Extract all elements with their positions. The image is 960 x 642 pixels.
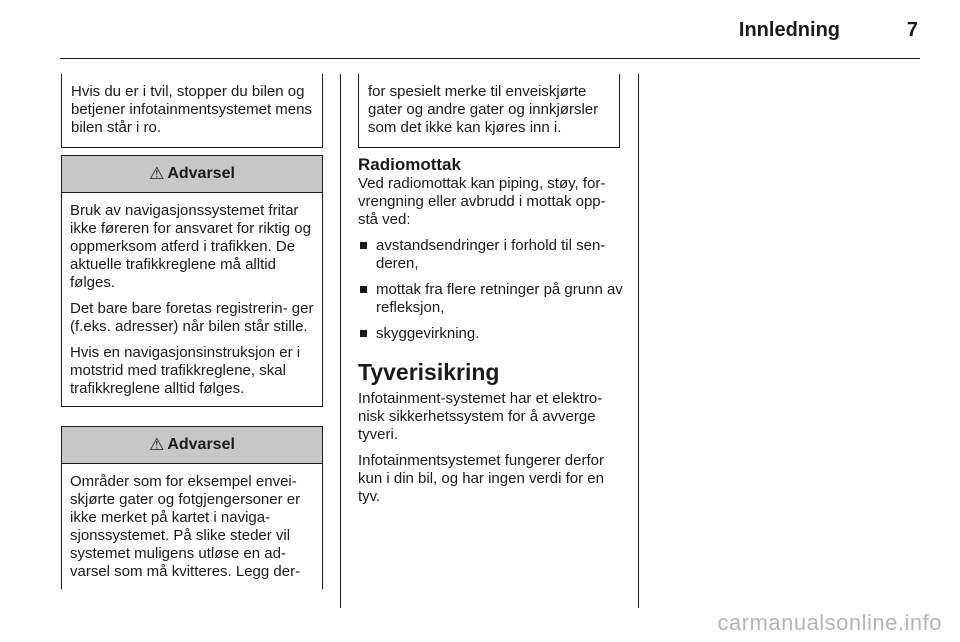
site-watermark: carmanualsonline.info bbox=[717, 610, 942, 635]
warning-body bbox=[62, 464, 322, 589]
section-radio bbox=[358, 156, 624, 343]
warning-box-map bbox=[61, 426, 323, 589]
section-paragraph: Infotainmentsystemet fungerer derfor kun i din bil, og har ingen verdi for en tyv. bbox=[358, 452, 604, 505]
list-item: avstandsendringer i forhold til sen- deren, bbox=[358, 237, 624, 273]
list-item: skyggevirkning. bbox=[358, 325, 624, 343]
bullet-list bbox=[358, 237, 624, 343]
section-theft bbox=[358, 359, 624, 506]
continued-warning-box bbox=[358, 74, 620, 148]
warning-triangle-icon: ⚠ bbox=[149, 435, 165, 454]
column-divider-right bbox=[638, 74, 639, 608]
header-divider bbox=[60, 58, 920, 59]
warning-paragraph: Områder som for eksempel envei- skjørte gater og fotgjengersoner er ikke merket på kartet i naviga- sjonssystemet. På slike steder vil systemet muligens utløse en ad- varsel som må kvitteres. Legg der- bbox=[70, 473, 301, 580]
warning-triangle-icon: ⚠ bbox=[149, 164, 165, 183]
warning-paragraph: Hvis en navigasjonsinstruksjon er i motstrid med trafikkreglene, skal trafikkreglene alltid følges. bbox=[70, 344, 301, 397]
column-divider-left bbox=[340, 74, 341, 608]
warning-title: Advarsel bbox=[167, 165, 235, 182]
warning-paragraph: Det bare bare foretas registrerin- ger (f.eks. adresser) når bilen står stille. bbox=[70, 300, 314, 335]
page-number: 7 bbox=[906, 19, 918, 41]
warning-header bbox=[62, 156, 322, 193]
right-column-content bbox=[358, 156, 624, 514]
continued-note-box bbox=[61, 74, 323, 148]
list-item: mottak fra flere retninger på grunn av refleksjon, bbox=[358, 281, 624, 317]
warning-header bbox=[62, 427, 322, 464]
page-title: Innledning bbox=[738, 19, 840, 41]
continued-note-text: Hvis du er i tvil, stopper du bilen og betjener infotainmentsystemet mens bilen står i ro. bbox=[71, 83, 312, 136]
warning-title: Advarsel bbox=[167, 436, 235, 453]
section-heading-theft: Tyverisikring bbox=[358, 359, 500, 385]
section-heading-radio: Radiomottak bbox=[358, 155, 461, 174]
warning-box-navigation bbox=[61, 155, 323, 407]
section-intro: Ved radiomottak kan piping, støy, for- vrengning eller avbrudd i mottak opp- stå ved: bbox=[358, 175, 606, 228]
warning-paragraph: Bruk av navigasjonssystemet fritar ikke føreren for ansvaret for riktig og oppmerksom atferd i trafikken. De aktuelle trafikkreglene må alltid følges. bbox=[70, 202, 311, 291]
continued-warning-text: for spesielt merke til enveiskjørte gater og andre gater og innkjørsler som det ikke kan kjøres inn i. bbox=[368, 83, 599, 136]
section-paragraph: Infotainment-systemet har et elektro- nisk sikkerhetssystem for å avverge tyveri. bbox=[358, 390, 603, 443]
warning-body bbox=[62, 193, 322, 406]
